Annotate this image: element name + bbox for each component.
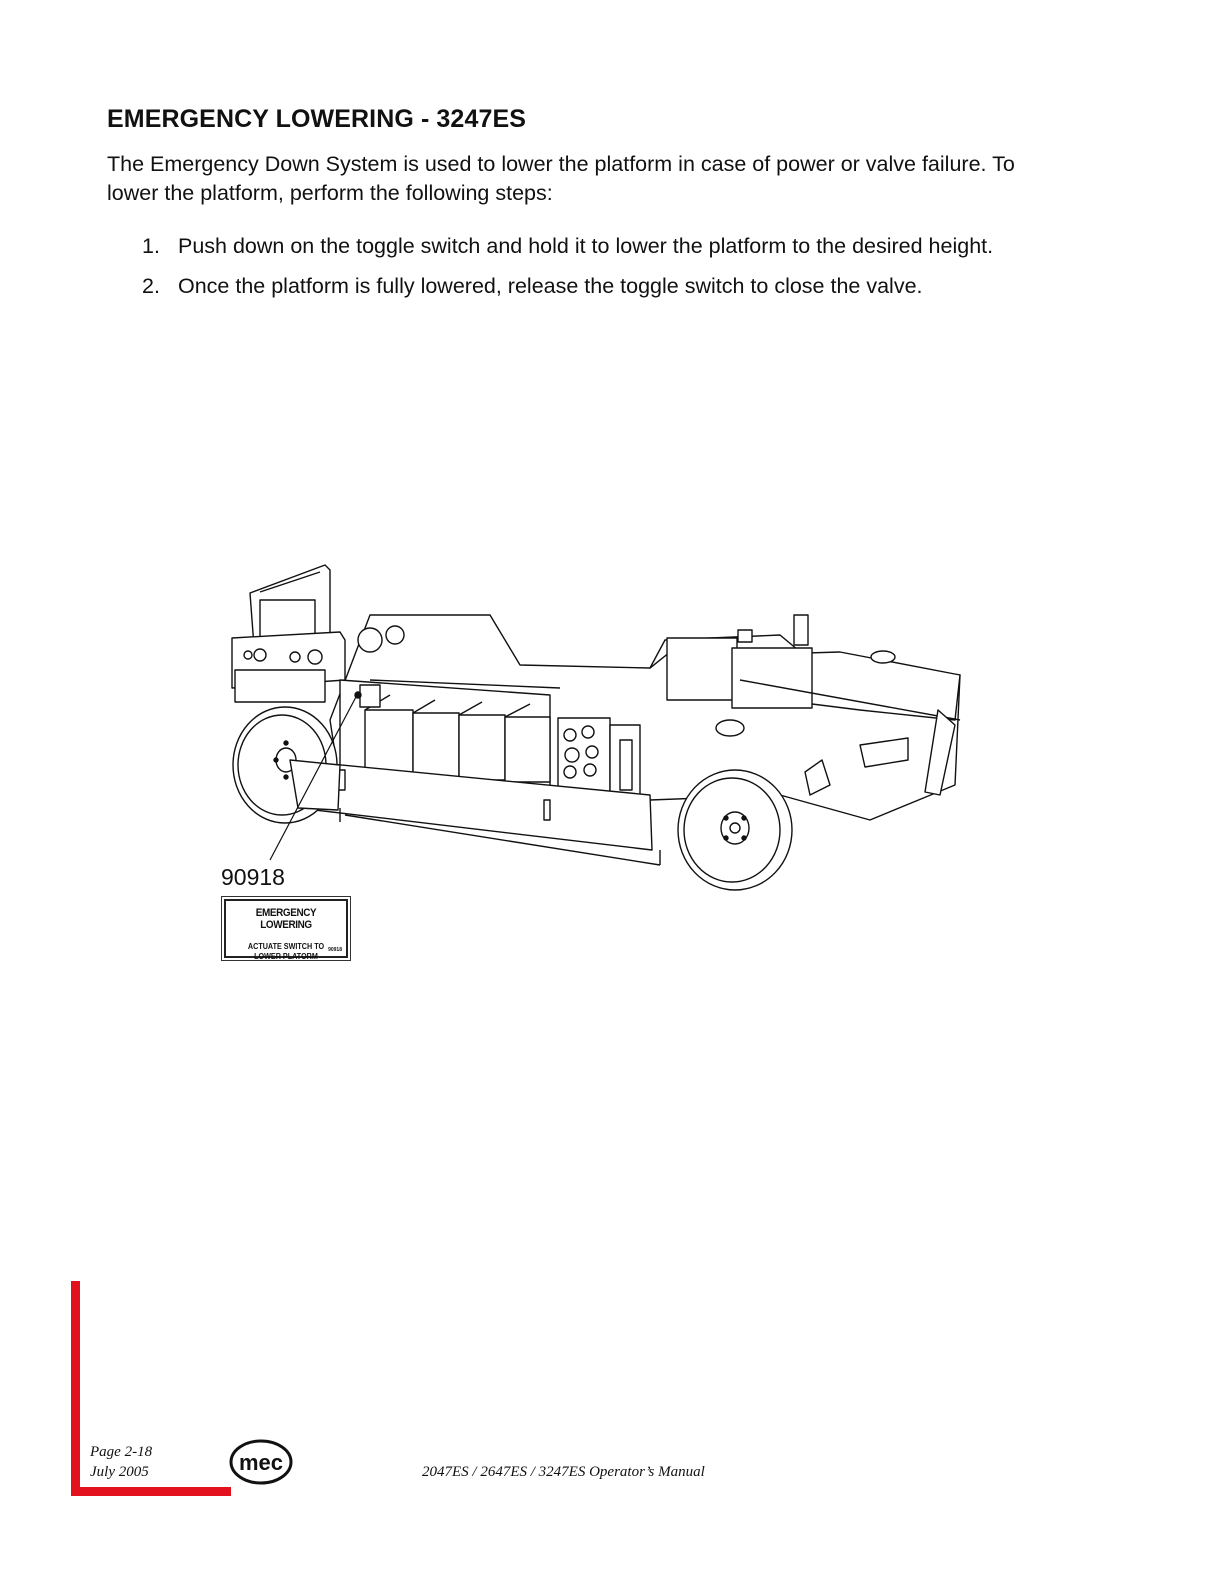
mec-logo [228,1438,294,1486]
step-text: Push down on the toggle switch and hold it to lower the platform to the desired height. [178,234,994,258]
front-right-wheel [678,770,792,890]
page-heading: EMERGENCY LOWERING - 3247ES [107,105,526,133]
decal-title: EMERGENCY LOWERING [255,907,317,931]
machine-chassis-illustration [220,560,970,900]
steps-list [142,232,1022,312]
decal-border [224,899,348,961]
step-text: Once the platform is fully lowered, release the toggle switch to close the valve. [178,274,923,298]
decal-line-1: ACTUATE SWITCH TO [247,942,325,951]
footer-manual-title: 2047ES / 2647ES / 3247ES Operator’s Manual [422,1464,705,1480]
logo-text: mec [238,1450,284,1475]
step-item [142,272,1022,301]
step-item [142,232,1022,261]
emergency-lowering-decal [221,896,351,961]
footer-date: July 2005 [90,1464,149,1480]
footer-page-number: Page 2-18 [90,1444,153,1460]
red-margin-bar-horizontal [71,1487,231,1496]
decal-code: 90918 [328,947,342,953]
intro-paragraph: The Emergency Down System is used to lower the platform in case of power or valve failure. To lower the platform, perform the following steps: [107,152,1015,205]
step-number: 1. [142,234,160,258]
decal-line-2: LOWER PLATORM [254,952,318,961]
step-number: 2. [142,274,160,298]
red-margin-bar-vertical [71,1281,80,1496]
part-number-label: 90918 [221,864,285,890]
